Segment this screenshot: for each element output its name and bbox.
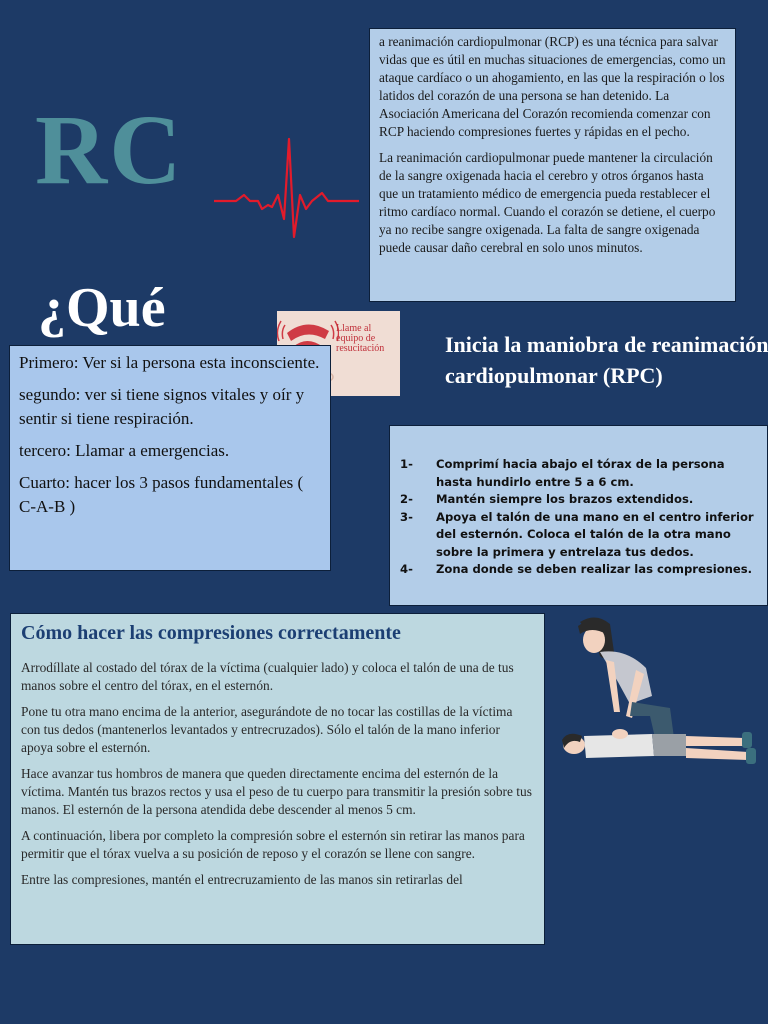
- rpc-step-number: 1-: [400, 457, 413, 471]
- rpc-steps-box: [389, 425, 768, 606]
- step-item: Primero: Ver si la persona esta inconsciente.: [19, 353, 320, 372]
- intro-box: [369, 28, 736, 302]
- step-item: tercero: Llamar a emergencias.: [19, 441, 230, 460]
- rpc-step: [400, 491, 757, 509]
- rpc-step-number: 4-: [400, 562, 413, 576]
- call-team-label: Llame al equipo de resucitación: [336, 323, 385, 354]
- rpc-heading: Inicia la maniobra de reanimación cardiopulmonar (RPC): [445, 332, 768, 388]
- rpc-steps-list: [400, 456, 757, 579]
- rpc-step-number: 3-: [400, 509, 413, 524]
- compressions-paragraph: Pone tu otra mano encima de la anterior, asegurándote de no tocar las costillas de la víctima con tus dedos (mantenerlos levantados y entrecruzados). Sólo el talón de la mano inferior apoya sobre el esternón.: [21, 704, 513, 755]
- rpc-step-text: Mantén siempre los brazos extendidos.: [436, 492, 694, 506]
- intro-paragraph: a reanimación cardiopulmonar (RCP) es una técnica para salvar vidas que es útil en muchas situaciones de emergencias, como un ataque cardíaco o un ahogamiento, en las que la respiración o los latidos del corazón de una persona se han detenido. La Asociación Americana del Corazón recomienda comenzar con RCP haciendo compresiones fuertes y rápidas en el pecho.: [379, 34, 726, 139]
- steps-box: [9, 345, 331, 571]
- compressions-heading: Cómo hacer las compresiones correctamente: [21, 622, 401, 644]
- page-title: RC: [35, 94, 184, 205]
- rpc-step-text: Comprimí hacia abajo el tórax de la persona hasta hundirlo entre 5 a 6 cm.: [436, 457, 725, 489]
- cpr-illustration: [556, 612, 760, 768]
- rpc-step: [400, 561, 757, 579]
- compressions-box: [10, 613, 545, 945]
- rpc-step-number: 2-: [400, 492, 413, 506]
- rpc-step-text: Zona donde se deben realizar las compresiones.: [436, 562, 753, 576]
- rpc-step: [400, 456, 757, 491]
- compressions-paragraph: A continuación, libera por completo la compresión sobre el esternón sin retirar las manos para permitir que el tórax vuelva a su posición de reposo y el corazón se llene con sangre.: [21, 828, 525, 861]
- rpc-step-text: Apoya el talón de una mano en el centro inferior del esternón. Coloca el talón de la otra mano sobre la primera y entrelaza tus dedos.: [436, 509, 754, 559]
- intro-paragraph: La reanimación cardiopulmonar puede mantener la circulación de la sangre oxigenada hacia el cerebro y otros órganos hasta que un tratamiento médico de emergencia pueda restablecer el ritmo cardíaco normal. Cuando el corazón se detiene, el cuerpo ya no recibe sangre oxigenada. La falta de sangre oxigenada puede causar daño cerebral en solo unos minutos.: [379, 150, 716, 255]
- rpc-step: [400, 509, 757, 562]
- step-item: segundo: ver si tiene signos vitales y oír y sentir si tiene respiración.: [19, 385, 305, 428]
- ecg-line-icon: [214, 135, 359, 245]
- step-item: Cuarto: hacer los 3 pasos fundamentales ( C-A-B ): [19, 473, 304, 516]
- compressions-paragraph: Hace avanzar tus hombros de manera que queden directamente encima del esternón de la víctima. Mantén tus brazos rectos y usa el peso de tu cuerpo para transmitir la presión sobre tus manos. El esternón de la persona atendida debe descender al menos 5 cm.: [21, 766, 532, 817]
- question-heading: ¿Qué: [38, 277, 166, 339]
- compressions-paragraph: Entre las compresiones, mantén el entrecruzamiento de las manos sin retirarlas del: [21, 872, 463, 887]
- compressions-paragraph: Arrodíllate al costado del tórax de la víctima (cualquier lado) y coloca el talón de una de tus manos sobre el centro del tórax, en el esternón.: [21, 660, 514, 693]
